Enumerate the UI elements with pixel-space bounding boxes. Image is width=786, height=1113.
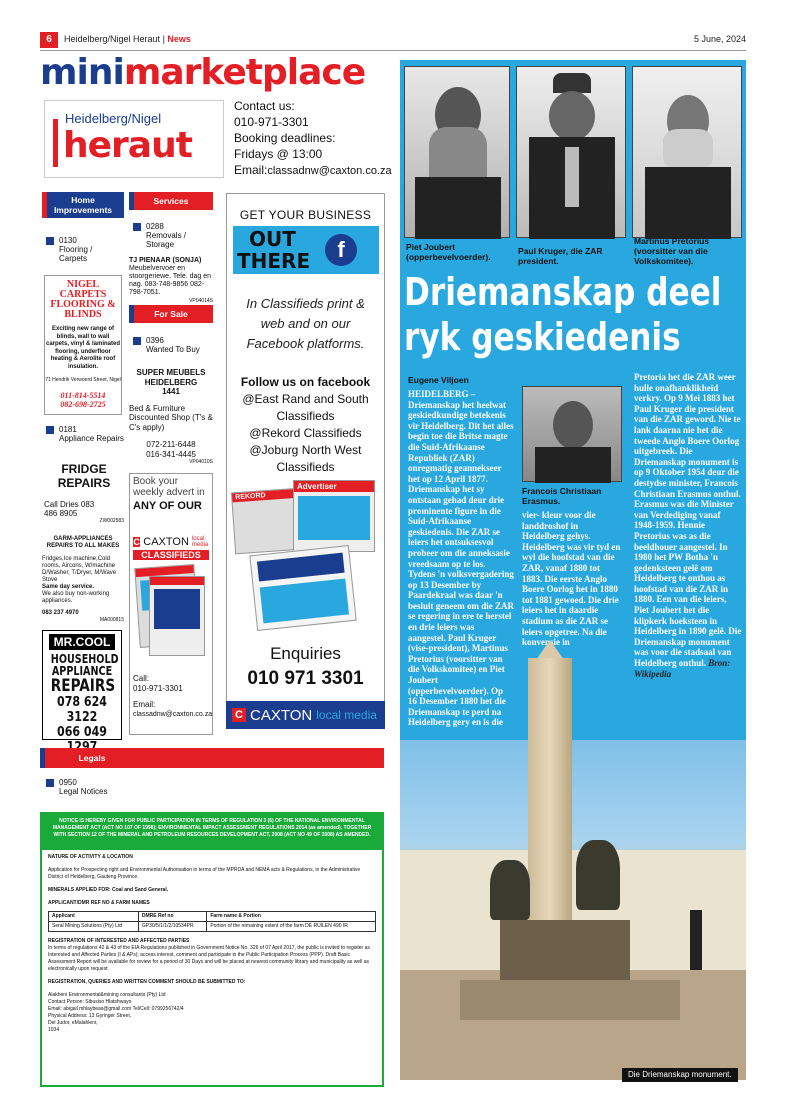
ad-phone: 083 237 4970 <box>42 610 79 616</box>
monument-caption: Die Driemanskap monument. <box>622 1068 738 1082</box>
notice-heading: REGISTRATION, QUERIES AND WRITTEN COMMENT SHOULD BE SUBMITTED TO: <box>48 979 246 985</box>
notice-text: Application for Prospecting right and Environmental Authorisation in terms of the MPRDA and NEMA acts & Regulations, in the Administrative District of Heidelberg, Gauteng Province. <box>48 867 361 880</box>
contact-email-line <box>234 162 392 179</box>
caxton-name: CAXTON <box>143 536 189 548</box>
ad-body: Bed & Furniture Discounted Shop (T's & C's apply) <box>129 403 213 432</box>
ad-title: GET YOUR BUSINESS <box>239 208 372 222</box>
notice-text: In terms of regulations 42 & 43 of the EIA Regulations published in Government Notice No. 326 of 07 April 2017, the public is invited to register as Interested and Affected Parties (I & APs); access interest, comment and participate in the Public Participation Process (PPP). Draft Basic Assessment Report will be available for review for a period of 30 Days and will be placed at nearest community library and municipality as well as electronically upon request. <box>48 945 370 972</box>
facebook-page-link[interactable]: @Joburg North West Classifieds <box>249 443 362 474</box>
article-column-3 <box>634 372 742 730</box>
table-cell: Portion of the remaining extent of the farm DE RUILEN 490 IR <box>207 922 376 932</box>
monument-photo <box>400 740 746 1080</box>
category-0181[interactable] <box>46 425 124 443</box>
book-advert-ad <box>129 473 213 735</box>
header-label: Services <box>153 196 189 206</box>
page-date: 5 June, 2024 <box>693 34 746 44</box>
ad-ref: VP04014S <box>189 298 213 304</box>
notice-text: Email: abigail mhlaybeas@gmail.com Tel/Cell: 0799256742/4 <box>48 1006 184 1012</box>
article-column-1 <box>408 389 514 781</box>
caxton-logo <box>226 701 385 729</box>
headline-line: ryk geskiedenis <box>404 315 681 359</box>
photo-caption: Paul Kruger, die ZAR president. <box>518 246 603 266</box>
ad-line: Book your weekly advert in <box>133 476 205 498</box>
enquiries-label: Enquiries <box>270 644 341 663</box>
page-number: 6 <box>40 32 58 48</box>
table-header: Applicant <box>49 912 139 922</box>
masthead-marketplace: marketplace <box>123 52 366 93</box>
email-label: Email: <box>133 700 156 709</box>
category-code: 0130 <box>59 236 77 245</box>
category-name: Removals / Storage <box>146 231 187 249</box>
ad-body: Meubelvervoer en stoorgeriewe. Tele. dag en nag. 083-748-9856 082-798-7051. <box>129 265 211 296</box>
ad-body: Same day service. <box>42 584 95 590</box>
article-source: Bron: Wikipedia <box>634 658 731 679</box>
martinus-pretorius-photo <box>632 66 742 238</box>
masthead-mini: mini <box>40 52 124 93</box>
super-meubels-ad <box>129 368 213 465</box>
column-text: Pretoria het die ZAR weer hulle onafhanklikheid verkry. Op 9 Mei 1883 het Paul Kruger die president van die ZAR geword. Nie te lank daarna nie het die tweede Anglo Boere Oorlog uitgebreek. Die Driemanskap monument is op 9 Oktober 1954 deur die destydse minister, Francois Christiaan Erasmus onthul. Erasmus was die Minister van Verdediging vanaf 1948-1959. Hennie Pretorius was as die beeldhouer aangestel. In 1980 het PW Botha 'n gedenksteen gelê om Heidelberg te onthou as hoofstad van die ZAR in 1880. Een van die leiers, Piet Joubert het die klipkerk hoeksteen in Heidelberg in 1890 gelê. Die Driemanskap monument was voor die stadsaal van Heidelberg onthul. <box>634 372 742 669</box>
caxton-tagline: local media <box>316 708 377 722</box>
notice-text: Alakheni Environmental&mining consultants (Pty) Ltd <box>48 992 166 998</box>
ad-body: Call Dries 083 486 8905 <box>44 500 95 518</box>
notice-text: Physical Address: 13 Gyringer Street, <box>48 1013 132 1019</box>
table-row <box>49 922 376 932</box>
column-text: HEIDELBERG – Driemanskap het heelwat geskiedkundige betekenis vir Heidelberg. Dit het alles begin toe die Britse magte die Suid-Afrikaanse Republiek (ZAR) onregmatig geannekseer het op 12 April 1877. Driemanskap het sy ontstaan gehad deur drie prominente figure in die Suid-Afrikaanse geskiedenis. Die ZAR se leiers het ontsuksesvol probeer om die anneksasie vreedsaam op te los. Tydens 'n volksvergadering op 13 Desember by Paardekraal was daar 'n besluit geneem om die ZAR se regering in ere te herstel en drie leiers was aangestel. Paul Kruger (vise-president), Martinus Pretorius (voorsitter van die Volkskomitee) en Piet Joubert (opperbevelvoerder). Op 16 Desember 1880 het die Driemanskap te perd na Heidelberg gery en is die <box>408 389 514 728</box>
notice-heading: NATURE OF ACTIVITY & LOCATION <box>48 854 133 860</box>
ad-ref: VP04010S <box>189 459 213 465</box>
ad-line: APPLIANCE <box>51 664 113 678</box>
caxton-logo <box>130 536 212 548</box>
ad-address: 71 Hendrik Verwoerd Street, Nigel <box>45 377 121 383</box>
book-email[interactable]: classadnw@caxton.co.za <box>133 711 213 718</box>
column-text: vier- kleur voor die landdroshof in Heidelberg gehys. Heidelberg was vir tyd en wyl die hoofstad van die ZAR, vanaf 1880 tot 1883. Die eerste Anglo Boere Oorlog het in 1880 tot 1881 gewoed. Die drie leiers het in daardie stadium as die ZAR se leiers opgetree. Na die konvensie in <box>522 510 621 648</box>
category-0130[interactable] <box>46 236 122 263</box>
category-square-icon <box>46 237 54 245</box>
table-header: DMRE Ref no <box>138 912 206 922</box>
category-square-icon <box>133 337 141 345</box>
heraut-logo <box>44 100 224 178</box>
caxton-c-icon: C <box>232 708 246 722</box>
category-square-icon <box>46 426 54 434</box>
contact-email[interactable]: classadnw@caxton.co.za <box>267 165 392 177</box>
table-header: Farm name & Portion <box>207 912 376 922</box>
legal-notice <box>40 812 384 1087</box>
header-strip <box>40 748 45 768</box>
ad-line: REPAIRS <box>50 676 116 696</box>
caxton-c-icon: C <box>133 537 140 547</box>
publication-name: Heidelberg/Nigel Heraut <box>64 34 161 44</box>
call-phone[interactable]: 010-971-3301 <box>133 684 183 693</box>
notice-text: 1034 <box>48 1027 60 1033</box>
promo-out: OUT <box>249 227 296 251</box>
facebook-icon: f <box>325 234 357 266</box>
caxton-name: CAXTON <box>250 706 313 724</box>
category-0288[interactable] <box>133 222 213 249</box>
category-name: Appliance Repairs <box>59 434 124 443</box>
follow-title: Follow us on facebook <box>240 375 371 389</box>
ad-ref: MA000815 <box>99 617 124 623</box>
ad-phone: 011-814-5514 <box>60 391 106 400</box>
header-strip <box>129 305 134 323</box>
newspapers-image <box>133 562 209 662</box>
table-cell: Seral Mining Solutions (Pty) Ltd <box>49 922 139 932</box>
article-column-2 <box>522 510 622 648</box>
promo-out-there <box>237 228 310 272</box>
home-improvements-header <box>42 192 124 218</box>
classifieds-label: CLASSIFIEDS <box>133 550 209 560</box>
photo-caption: Martinus Pretorius (voorsitter van die Volkskomitee). <box>634 236 710 266</box>
notice-body <box>42 850 382 1038</box>
email-label: Email: <box>234 163 268 177</box>
paul-kruger-photo <box>516 66 626 238</box>
notice-text: Contact Person: Sibusiso Hlatshwayo <box>48 999 132 1005</box>
ad-line: HOUSEHOLD <box>50 652 119 666</box>
category-name: Wanted To Buy <box>146 345 200 354</box>
ad-number: 1441 <box>162 387 180 396</box>
ad-body: Exciting new range of blinds, wall to wall carpets, vinyl & laminated flooring, underfloor heating & Aerolite roof insulation. <box>45 326 121 370</box>
category-code: 0288 <box>146 222 164 231</box>
promo-banner <box>233 226 379 274</box>
ad-line: ANY OF OUR <box>133 500 202 512</box>
logo-bar <box>53 119 58 167</box>
facebook-promo-ad <box>226 193 385 729</box>
article-headline <box>404 270 722 360</box>
category-code: 0950 <box>59 778 77 787</box>
category-square-icon <box>46 779 54 787</box>
promo-there: THERE <box>237 249 311 273</box>
ad-title: GARM-APPLIANCES REPAIRS TO ALL MAKES <box>46 536 120 549</box>
ad-phone: 082-698-2725 <box>60 400 106 409</box>
article-byline: Eugene Viljoen <box>408 375 469 385</box>
category-square-icon <box>133 223 141 231</box>
table-cell: GP30/5/1/1/2/10534PR <box>138 922 206 932</box>
promo-text: In Classifieds print & web and on our Facebook platforms. <box>246 296 365 351</box>
piet-joubert-photo <box>404 66 510 238</box>
ad-phone: 078 624 3122 <box>57 695 107 725</box>
facebook-page-link[interactable]: @Rekord Classifieds <box>249 426 362 440</box>
ad-title: TJ PIENAAR (SONJA) <box>129 257 202 264</box>
facebook-page-link[interactable]: @East Rand and South Classifieds <box>242 392 369 423</box>
category-name: Legal Notices <box>59 787 108 796</box>
notice-heading: APPLICANT/DMR REF NO & FARM NAMES <box>48 900 150 906</box>
mr-cool-ad <box>42 630 122 740</box>
category-code: 0396 <box>146 336 164 345</box>
fridge-repairs-ad <box>44 462 124 524</box>
ad-phone: 016-341-4445 <box>146 449 196 459</box>
photo-caption: Piet Joubert (opperbevelvoerder). <box>406 242 491 262</box>
page-header: Heidelberg/Nigel Heraut | News <box>64 34 191 44</box>
header-label: Legals <box>78 753 106 763</box>
ad-ref: ZW002583 <box>99 518 124 524</box>
header-strip <box>129 192 134 210</box>
category-0396[interactable] <box>133 336 213 354</box>
header-strip <box>42 192 47 218</box>
logo-line1: Heidelberg/Nigel <box>65 111 162 126</box>
ad-phone: 072-211-6448 <box>146 440 196 449</box>
section-name: News <box>167 34 191 44</box>
header-label: For Sale <box>154 309 188 319</box>
headline-line: Driemanskap deel <box>404 270 722 314</box>
notice-heading: REGISTRATION OF INTERESTED AND AFFECTED PARTIES <box>48 938 190 944</box>
pienaar-ad <box>129 257 213 305</box>
masthead <box>40 53 390 93</box>
call-label: Call: <box>133 674 150 683</box>
notice-header: NOTICE IS HEREBY GIVEN FOR PUBLIC PARTICIPATION IN TERMS OF REGULATION 3 (6) OF THE NATIONAL ENVIRONMENTAL MANAGEMENT ACT (ACT NO 107 OF 1998); ENVIRONMENTAL IMPACT ASSESSMENT REGULATIONS 2014 (as amended), TOGETHER WITH SECTION 12 OF THE MINERAL AND PETROLEUM RESOURCES DEVELOPMENT ACT, 2008 (ACT NO 49 OF 2008) AS AMENDED. <box>42 814 382 850</box>
ad-title: MR.COOL <box>49 634 115 650</box>
ad-title: SUPER MEUBELS HEIDELBERG <box>136 368 206 387</box>
deadlines-label: Booking deadlines: <box>234 131 336 145</box>
for-sale-header <box>129 305 213 323</box>
deadlines-value: Fridays @ 13:00 <box>234 147 323 161</box>
ad-phone: 066 049 <box>57 725 107 740</box>
enquiries-phone[interactable]: 010 971 3301 <box>247 668 364 689</box>
contact-phone[interactable]: 010-971-3301 <box>234 115 309 129</box>
photo-caption: Francois Christiaan Erasmus. <box>522 486 602 506</box>
table-header-row <box>49 912 376 922</box>
erasmus-photo <box>522 386 622 482</box>
category-code: 0181 <box>59 425 77 434</box>
ad-body: Fridges,Ice machine,Cold rooms, Aircons, W/machine D/Washer, T/Dryer, M/Wave Stove <box>42 556 117 583</box>
category-name: Flooring / Carpets <box>59 245 93 263</box>
caxton-tagline: local media <box>191 536 209 548</box>
contact-block <box>234 98 392 179</box>
newspapers-image: REKORD Advertiser <box>233 480 379 630</box>
notice-heading: MINERALS APPLIED FOR: Coal and Sand General. <box>48 887 169 893</box>
logo-line2: heraut <box>63 125 192 166</box>
notice-table <box>48 911 376 932</box>
category-0950[interactable] <box>46 778 166 796</box>
notice-text: Del Judor, eMalahleni, <box>48 1020 98 1026</box>
ad-title: NIGEL CARPETS FLOORING & BLINDS <box>50 279 116 320</box>
divider <box>40 50 746 51</box>
header-label: Home Improvements <box>53 195 113 215</box>
garm-appliances-ad <box>42 536 124 624</box>
ad-title: FRIDGE REPAIRS <box>57 462 111 490</box>
legals-header <box>40 748 384 768</box>
nigel-carpets-ad <box>44 275 122 415</box>
contact-label: Contact us: <box>234 99 295 113</box>
ad-body: We also buy non-working appliances. <box>42 591 110 604</box>
follow-block <box>227 374 384 476</box>
services-header <box>129 192 213 210</box>
